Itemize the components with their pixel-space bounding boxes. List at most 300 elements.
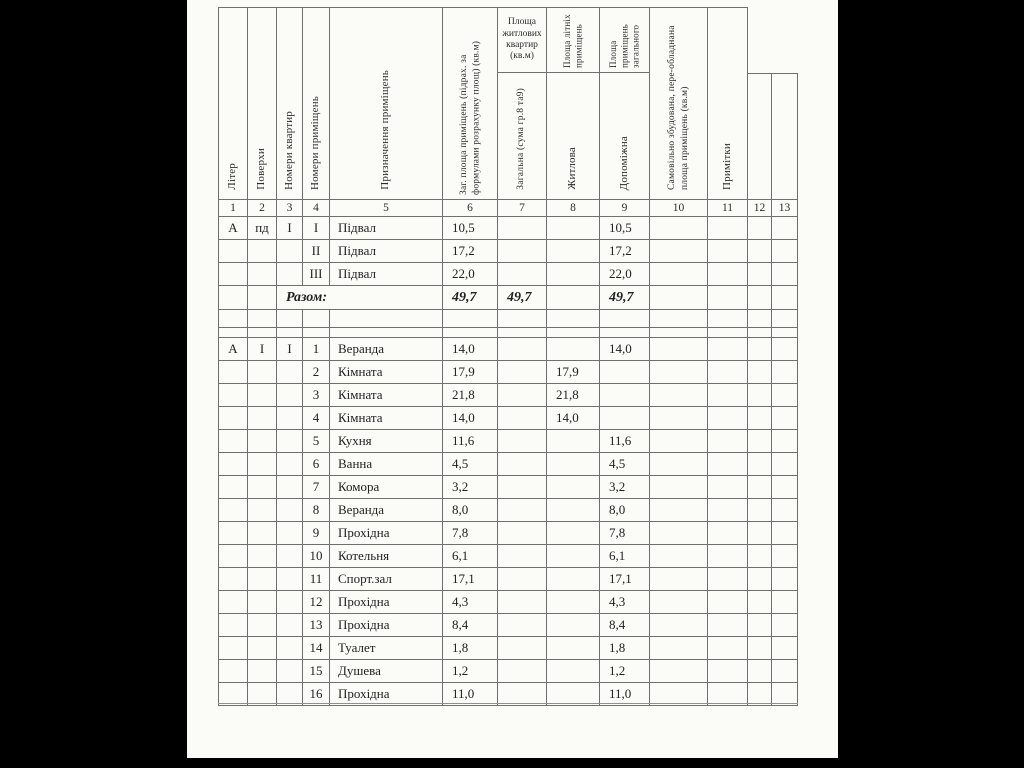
column-number-cell: 5 (330, 200, 443, 217)
table-cell (498, 361, 547, 384)
table-cell (772, 660, 798, 683)
column-number-cell: 13 (772, 200, 798, 217)
table-cell (600, 384, 650, 407)
table-cell: Прохідна (330, 614, 443, 637)
table-cell (277, 476, 303, 499)
table-cell (248, 430, 277, 453)
table-cell (498, 476, 547, 499)
table-cell: 8,0 (600, 499, 650, 522)
table-cell (547, 614, 600, 637)
table-cell (708, 499, 748, 522)
table-cell: 7,8 (443, 522, 498, 545)
table-cell: 9 (303, 522, 330, 545)
table-cell (498, 591, 547, 614)
table-cell (650, 286, 708, 310)
table-cell (600, 328, 650, 338)
column-header-nomery-prymishchen (303, 7, 330, 200)
table-cell (547, 430, 600, 453)
table-cell (772, 545, 798, 568)
table-cell (772, 476, 798, 499)
table-cell (303, 328, 330, 338)
table-cell (772, 591, 798, 614)
table-cell (498, 430, 547, 453)
table-cell (748, 591, 772, 614)
table-cell: 3,2 (600, 476, 650, 499)
table-cell: 14,0 (443, 407, 498, 430)
table-cell: 17,1 (443, 568, 498, 591)
table-cell (772, 614, 798, 637)
table-cell (277, 240, 303, 263)
group-header-label: Площа житлових квартир (кв.м) (502, 17, 542, 62)
table-cell (600, 361, 650, 384)
table-cell (708, 637, 748, 660)
column-header-13-empty (772, 73, 798, 200)
table-cell (650, 499, 708, 522)
column-header-label: Житлова (566, 147, 579, 190)
table-cell: 1,8 (600, 637, 650, 660)
table-cell: 11,6 (600, 430, 650, 453)
table-cell (547, 476, 600, 499)
table-cell (218, 476, 248, 499)
table-cell: 6,1 (443, 545, 498, 568)
table-cell (218, 637, 248, 660)
column-number-cell: 9 (600, 200, 650, 217)
table-cell (277, 453, 303, 476)
table-cell: пд (248, 217, 277, 240)
table-cell: 4,3 (443, 591, 498, 614)
table-cell: 11,0 (443, 683, 498, 706)
table-cell (708, 338, 748, 361)
floor-area-table (218, 7, 798, 706)
table-cell (248, 660, 277, 683)
table-cell (248, 384, 277, 407)
table-cell: 13 (303, 614, 330, 637)
table-cell: Прохідна (330, 522, 443, 545)
table-cell: 1 (303, 338, 330, 361)
table-cell (772, 240, 798, 263)
column-header-zhytlova (547, 73, 600, 200)
column-number-cell: 11 (708, 200, 748, 217)
table-cell (650, 361, 708, 384)
table-cell: 21,8 (547, 384, 600, 407)
column-header-label: Літер (226, 163, 239, 190)
table-cell (748, 217, 772, 240)
table-cell: 6,1 (600, 545, 650, 568)
table-cell (498, 568, 547, 591)
table-cell (218, 240, 248, 263)
table-cell (248, 499, 277, 522)
column-header-12-empty (748, 73, 772, 200)
table-cell (498, 453, 547, 476)
table-cell: 1,8 (443, 637, 498, 660)
table-cell (708, 263, 748, 286)
table-cell (218, 453, 248, 476)
table-cell (443, 310, 498, 328)
table-cell: 5 (303, 430, 330, 453)
table-cell (650, 453, 708, 476)
table-cell (547, 286, 600, 310)
column-header-samovilno-zbudovana (650, 7, 708, 200)
table-cell (650, 384, 708, 407)
table-cell: 11 (303, 568, 330, 591)
table-cell (772, 522, 798, 545)
table-cell (330, 310, 443, 328)
table-cell: Підвал (330, 217, 443, 240)
table-cell (748, 522, 772, 545)
table-cell (748, 499, 772, 522)
table-cell (708, 286, 748, 310)
table-cell (277, 310, 303, 328)
table-cell (772, 338, 798, 361)
table-cell (218, 384, 248, 407)
table-cell (218, 545, 248, 568)
table-cell: 4 (303, 407, 330, 430)
table-cell (748, 568, 772, 591)
table-cell (748, 614, 772, 637)
table-cell (708, 522, 748, 545)
table-cell: 2 (303, 361, 330, 384)
total-value: 49,7 (498, 286, 547, 310)
table-cell: Ванна (330, 453, 443, 476)
column-header-label: Загальна (сума гр.8 та9) (516, 88, 527, 190)
table-cell (218, 591, 248, 614)
table-cell: Прохідна (330, 591, 443, 614)
table-cell (772, 499, 798, 522)
table-cell (772, 407, 798, 430)
table-cell (547, 310, 600, 328)
column-header-label: Допоміжна (617, 135, 630, 190)
table-cell (498, 240, 547, 263)
table-cell (498, 637, 547, 660)
table-cell (748, 637, 772, 660)
table-cell (708, 328, 748, 338)
table-cell (650, 476, 708, 499)
table-cell (748, 240, 772, 263)
table-cell: 17,1 (600, 568, 650, 591)
table-cell (650, 568, 708, 591)
table-cell (547, 338, 600, 361)
table-cell (708, 430, 748, 453)
table-cell (772, 430, 798, 453)
table-cell (708, 240, 748, 263)
table-cell (277, 637, 303, 660)
table-cell (772, 453, 798, 476)
table-cell: 8,0 (443, 499, 498, 522)
column-header-label: Номери квартир (282, 111, 295, 190)
table-cell (650, 263, 708, 286)
column-header-label: Призначення приміщень (379, 70, 392, 190)
table-cell (218, 568, 248, 591)
table-cell (277, 522, 303, 545)
header-spacer (772, 7, 798, 73)
table-cell: І (303, 217, 330, 240)
column-header-label: Примітки (720, 143, 733, 190)
table-cell (498, 263, 547, 286)
table-cell (218, 407, 248, 430)
table-cell: 22,0 (443, 263, 498, 286)
table-cell: 16 (303, 683, 330, 706)
table-cell (650, 545, 708, 568)
document-page (187, 0, 838, 768)
table-cell (498, 310, 547, 328)
table-cell (248, 591, 277, 614)
table-cell (650, 591, 708, 614)
column-number-cell: 7 (498, 200, 547, 217)
table-cell: 8,4 (443, 614, 498, 637)
table-cell (772, 384, 798, 407)
table-cell (650, 660, 708, 683)
table-cell (248, 361, 277, 384)
table-cell: 4,3 (600, 591, 650, 614)
column-header-prymitky (708, 7, 748, 200)
table-cell (748, 453, 772, 476)
table-cell (498, 499, 547, 522)
table-cell (650, 310, 708, 328)
column-header-pryznachennia (330, 7, 443, 200)
table-cell (748, 310, 772, 328)
table-cell (248, 407, 277, 430)
table-cell (498, 328, 547, 338)
total-value: 49,7 (443, 286, 498, 310)
table-cell: 21,8 (443, 384, 498, 407)
table-cell: Веранда (330, 499, 443, 522)
table-cell (650, 614, 708, 637)
table-cell (218, 263, 248, 286)
table-cell: 7 (303, 476, 330, 499)
table-cell (277, 660, 303, 683)
table-cell (498, 338, 547, 361)
table-cell (650, 522, 708, 545)
table-cell (443, 328, 498, 338)
table-cell (218, 328, 248, 338)
table-cell (277, 328, 303, 338)
table-cell (277, 407, 303, 430)
table-cell: 4,5 (600, 453, 650, 476)
table-cell: Кімната (330, 407, 443, 430)
column-header-label: Номери приміщень (309, 96, 322, 190)
column-header-label: Самовільно збудована, пере-обладнана площа приміщень (кв.м) (666, 25, 690, 190)
table-cell (218, 286, 248, 310)
table-cell: І (277, 338, 303, 361)
table-cell: 3 (303, 384, 330, 407)
table-cell (748, 476, 772, 499)
table-cell: 11,0 (600, 683, 650, 706)
table-cell (600, 407, 650, 430)
table-cell: І (277, 217, 303, 240)
header-spacer (748, 7, 772, 73)
column-number-cell: 8 (547, 200, 600, 217)
column-number-cell: 6 (443, 200, 498, 217)
table-cell: Туалет (330, 637, 443, 660)
table-cell (277, 361, 303, 384)
table-cell: ІІ (303, 240, 330, 263)
table-cell (650, 407, 708, 430)
group-header-ploshcha-litnikh (547, 7, 600, 73)
table-cell (708, 453, 748, 476)
table-cell: 17,9 (443, 361, 498, 384)
table-cell: 17,2 (600, 240, 650, 263)
table-cell: Кімната (330, 361, 443, 384)
column-header-label: Заг. площа приміщень (підрах. за формулами розрахунку площ) (кв.м) (458, 40, 481, 195)
table-cell (498, 407, 547, 430)
table-cell: 11,6 (443, 430, 498, 453)
column-header-nomery-kvartyr (277, 7, 303, 200)
table-cell (772, 568, 798, 591)
column-header-liter (218, 7, 248, 200)
table-cell (650, 637, 708, 660)
table-cell: Комора (330, 476, 443, 499)
table-cell (248, 286, 277, 310)
table-cell (277, 614, 303, 637)
table-cell: 1,2 (600, 660, 650, 683)
table-cell: 14,0 (600, 338, 650, 361)
table-cell (218, 430, 248, 453)
table-cell (498, 545, 547, 568)
table-cell (303, 310, 330, 328)
table-cell (248, 263, 277, 286)
table-cell: 10,5 (443, 217, 498, 240)
table-cell (772, 286, 798, 310)
column-number-cell: 4 (303, 200, 330, 217)
table-cell: 8,4 (600, 614, 650, 637)
table-cell (277, 384, 303, 407)
table-cell (547, 499, 600, 522)
scan-black-bar (187, 758, 838, 768)
table-cell (708, 660, 748, 683)
table-bottom-double-line (218, 703, 798, 704)
table-cell: 1,2 (443, 660, 498, 683)
table-cell (248, 522, 277, 545)
table-cell (748, 660, 772, 683)
table-cell (218, 614, 248, 637)
table-cell: Душева (330, 660, 443, 683)
table-cell (708, 384, 748, 407)
table-cell (748, 545, 772, 568)
column-header-dopomizhna (600, 73, 650, 200)
table-cell (748, 263, 772, 286)
table-cell (748, 338, 772, 361)
total-value: 49,7 (600, 286, 650, 310)
table-cell (748, 384, 772, 407)
table-cell: 4,5 (443, 453, 498, 476)
table-cell (248, 476, 277, 499)
table-cell (330, 328, 443, 338)
table-cell: 14,0 (547, 407, 600, 430)
table-cell (498, 522, 547, 545)
table-cell (772, 310, 798, 328)
table-cell (748, 361, 772, 384)
table-cell (277, 430, 303, 453)
table-cell (708, 568, 748, 591)
table-cell (277, 591, 303, 614)
group-header-label: Площа літніх приміщень (561, 14, 583, 68)
table-cell: 7,8 (600, 522, 650, 545)
table-cell: Кімната (330, 384, 443, 407)
table-cell: Підвал (330, 240, 443, 263)
table-cell (498, 217, 547, 240)
table-cell (547, 263, 600, 286)
table-cell: Спорт.зал (330, 568, 443, 591)
table-cell (547, 522, 600, 545)
table-cell (248, 310, 277, 328)
table-cell (218, 522, 248, 545)
table-cell: Кухня (330, 430, 443, 453)
table-cell (547, 328, 600, 338)
table-cell: Котельня (330, 545, 443, 568)
table-cell (277, 545, 303, 568)
table-cell (277, 499, 303, 522)
table-cell (547, 591, 600, 614)
table-cell (600, 310, 650, 328)
table-cell (708, 407, 748, 430)
table-cell (708, 217, 748, 240)
table-cell (772, 263, 798, 286)
table-cell (772, 361, 798, 384)
column-number-cell: 10 (650, 200, 708, 217)
table-cell (748, 286, 772, 310)
table-cell (248, 637, 277, 660)
group-header-ploshcha-zagalnogo (600, 7, 650, 73)
table-cell (772, 328, 798, 338)
table-cell (547, 217, 600, 240)
table-cell (772, 637, 798, 660)
table-cell: Веранда (330, 338, 443, 361)
table-cell: 17,9 (547, 361, 600, 384)
column-number-cell: 3 (277, 200, 303, 217)
table-cell (748, 407, 772, 430)
table-cell: А (218, 217, 248, 240)
table-cell (248, 240, 277, 263)
table-cell (708, 361, 748, 384)
table-cell: 22,0 (600, 263, 650, 286)
table-cell (547, 240, 600, 263)
column-header-poverkhy (248, 7, 277, 200)
table-cell (748, 328, 772, 338)
table-cell (547, 637, 600, 660)
table-cell (277, 568, 303, 591)
table-cell (708, 545, 748, 568)
table-cell (248, 328, 277, 338)
table-cell (218, 361, 248, 384)
table-cell (547, 453, 600, 476)
table-cell: 3,2 (443, 476, 498, 499)
column-number-cell: 12 (748, 200, 772, 217)
table-cell: І (248, 338, 277, 361)
table-cell: 15 (303, 660, 330, 683)
table-cell: 8 (303, 499, 330, 522)
table-cell (248, 568, 277, 591)
table-cell: 10 (303, 545, 330, 568)
column-number-cell: 1 (218, 200, 248, 217)
table-cell (708, 310, 748, 328)
table-cell (248, 545, 277, 568)
table-cell (218, 660, 248, 683)
column-number-cell: 2 (248, 200, 277, 217)
table-cell (650, 430, 708, 453)
table-cell (650, 338, 708, 361)
table-cell: А (218, 338, 248, 361)
table-cell (708, 591, 748, 614)
table-cell (650, 328, 708, 338)
table-cell (498, 614, 547, 637)
table-cell (708, 614, 748, 637)
table-cell: 6 (303, 453, 330, 476)
table-cell (650, 240, 708, 263)
table-cell (708, 476, 748, 499)
group-header-label: Площа приміщень загального (607, 24, 641, 68)
table-cell (547, 660, 600, 683)
table-cell (547, 568, 600, 591)
